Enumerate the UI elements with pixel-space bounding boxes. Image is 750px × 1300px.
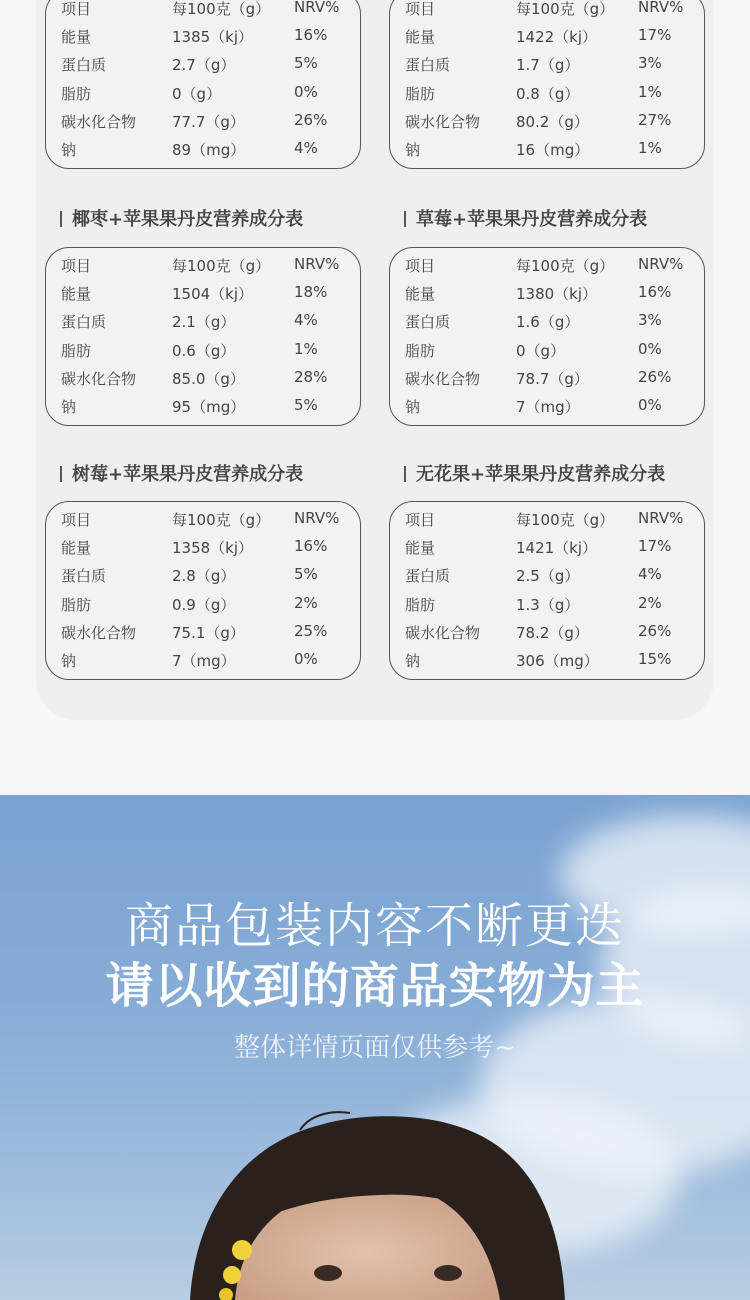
row-amount: 0.8（g） (516, 85, 580, 103)
section-title (60, 460, 303, 486)
row-label: 脂肪 (61, 85, 92, 103)
table-row (390, 647, 704, 675)
table-row (46, 619, 360, 647)
header-item: 项目 (61, 0, 92, 18)
header-nrv: NRV% (294, 255, 340, 273)
row-label: 脂肪 (61, 342, 92, 360)
row-label: 脂肪 (61, 596, 92, 614)
row-amount: 16（mg） (516, 141, 590, 159)
row-amount: 78.7（g） (516, 370, 589, 388)
section-title (404, 460, 665, 486)
row-label: 钠 (405, 141, 421, 159)
row-amount: 1421（kj） (516, 539, 598, 557)
row-nrv: 26% (294, 111, 328, 129)
row-amount: 89（mg） (172, 141, 246, 159)
table-row (46, 80, 360, 108)
row-label: 能量 (405, 539, 436, 557)
row-label: 钠 (405, 398, 421, 416)
row-nrv: 15% (638, 650, 672, 668)
row-amount: 77.7（g） (172, 113, 245, 131)
banner-line-1: 商品包装内容不断更迭 (124, 898, 625, 954)
row-amount: 2.1（g） (172, 313, 236, 331)
row-nrv: 16% (294, 26, 328, 44)
header-nrv: NRV% (294, 0, 340, 16)
nutrition-table-1 (45, 0, 361, 169)
row-nrv: 3% (638, 311, 662, 329)
row-amount: 1422（kj） (516, 28, 598, 46)
table-header-row (390, 252, 704, 280)
row-nrv: 17% (638, 26, 672, 44)
table-row (46, 337, 360, 365)
banner-line-2: 请以收到的商品实物为主 (105, 958, 645, 1014)
row-nrv: 0% (638, 340, 662, 358)
row-nrv: 16% (294, 537, 328, 555)
header-per100: 每100克（g） (516, 511, 615, 529)
row-nrv: 1% (294, 340, 318, 358)
table-row (46, 108, 360, 136)
table-row (390, 591, 704, 619)
row-label: 蛋白质 (405, 56, 451, 74)
row-amount: 85.0（g） (172, 370, 245, 388)
table-row (46, 308, 360, 336)
table-row (390, 136, 704, 164)
row-amount: 0.6（g） (172, 342, 236, 360)
row-nrv: 17% (638, 537, 672, 555)
table-row (390, 619, 704, 647)
row-label: 脂肪 (405, 85, 436, 103)
table-row (46, 591, 360, 619)
header-item: 项目 (61, 257, 92, 275)
section-title (404, 205, 647, 231)
table-row (390, 562, 704, 590)
row-label: 能量 (61, 285, 92, 303)
table-header-row (390, 0, 704, 23)
row-label: 钠 (61, 652, 77, 670)
section-title-text: 无花果+苹果果丹皮营养成分表 (416, 464, 666, 485)
row-amount: 306（mg） (516, 652, 599, 670)
table-row (390, 365, 704, 393)
table-row (46, 534, 360, 562)
table-row (46, 647, 360, 675)
row-nrv: 0% (294, 650, 318, 668)
row-label: 能量 (405, 285, 436, 303)
header-per100: 每100克（g） (172, 511, 271, 529)
row-label: 蛋白质 (61, 56, 107, 74)
header-item: 项目 (405, 511, 436, 529)
row-label: 能量 (61, 28, 92, 46)
row-nrv: 5% (294, 565, 318, 583)
table-row (46, 280, 360, 308)
section-title-text: 椰枣+苹果果丹皮营养成分表 (72, 209, 304, 230)
row-nrv: 4% (638, 565, 662, 583)
row-label: 能量 (405, 28, 436, 46)
row-amount: 1.7（g） (516, 56, 580, 74)
row-nrv: 26% (638, 622, 672, 640)
hero-banner (0, 795, 750, 1300)
table-row (46, 365, 360, 393)
header-nrv: NRV% (294, 509, 340, 527)
header-nrv: NRV% (638, 509, 684, 527)
table-row (46, 562, 360, 590)
row-amount: 2.7（g） (172, 56, 236, 74)
row-label: 碳水化合物 (405, 370, 481, 388)
nutrition-table-4 (389, 247, 705, 426)
row-label: 脂肪 (405, 342, 436, 360)
header-per100: 每100克（g） (516, 0, 615, 18)
header-per100: 每100克（g） (516, 257, 615, 275)
row-nrv: 27% (638, 111, 672, 129)
row-nrv: 0% (638, 396, 662, 414)
row-label: 钠 (61, 398, 77, 416)
section-title-text: 树莓+苹果果丹皮营养成分表 (72, 464, 304, 485)
table-header-row (46, 252, 360, 280)
row-amount: 2.8（g） (172, 567, 236, 585)
row-label: 钠 (61, 141, 77, 159)
table-row (390, 534, 704, 562)
row-label: 能量 (61, 539, 92, 557)
row-label: 碳水化合物 (61, 370, 137, 388)
row-amount: 7（mg） (516, 398, 580, 416)
row-label: 蛋白质 (405, 567, 451, 585)
row-amount: 2.5（g） (516, 567, 580, 585)
table-row (46, 51, 360, 79)
row-label: 碳水化合物 (405, 113, 481, 131)
header-item: 项目 (405, 0, 436, 18)
table-row (46, 393, 360, 421)
row-amount: 80.2（g） (516, 113, 589, 131)
title-bar-marker (404, 466, 406, 482)
title-bar-marker (60, 466, 62, 482)
header-item: 项目 (61, 511, 92, 529)
row-label: 蛋白质 (61, 567, 107, 585)
row-amount: 1504（kj） (172, 285, 254, 303)
row-nrv: 5% (294, 54, 318, 72)
row-amount: 1.3（g） (516, 596, 580, 614)
row-nrv: 0% (294, 83, 318, 101)
table-row (390, 80, 704, 108)
table-row (390, 308, 704, 336)
row-nrv: 3% (638, 54, 662, 72)
row-amount: 1380（kj） (516, 285, 598, 303)
header-per100: 每100克（g） (172, 0, 271, 18)
row-amount: 1358（kj） (172, 539, 254, 557)
row-nrv: 4% (294, 139, 318, 157)
banner-line-3: 整体详情页面仅供参考~ (234, 1033, 516, 1063)
header-item: 项目 (405, 257, 436, 275)
row-nrv: 16% (638, 283, 672, 301)
nutrition-table-3 (45, 247, 361, 426)
row-nrv: 4% (294, 311, 318, 329)
row-label: 钠 (405, 652, 421, 670)
table-row (390, 51, 704, 79)
row-amount: 7（mg） (172, 652, 236, 670)
row-amount: 0（g） (516, 342, 566, 360)
header-nrv: NRV% (638, 0, 684, 16)
row-nrv: 1% (638, 139, 662, 157)
row-amount: 1.6（g） (516, 313, 580, 331)
table-header-row (46, 506, 360, 534)
row-amount: 1385（kj） (172, 28, 254, 46)
row-nrv: 28% (294, 368, 328, 386)
row-nrv: 18% (294, 283, 328, 301)
row-label: 蛋白质 (61, 313, 107, 331)
row-amount: 0.9（g） (172, 596, 236, 614)
row-amount: 0（g） (172, 85, 222, 103)
row-label: 蛋白质 (405, 313, 451, 331)
header-nrv: NRV% (638, 255, 684, 273)
row-nrv: 26% (638, 368, 672, 386)
nutrition-table-6 (389, 501, 705, 680)
row-nrv: 2% (638, 594, 662, 612)
row-nrv: 5% (294, 396, 318, 414)
table-row (46, 136, 360, 164)
table-row (390, 280, 704, 308)
table-row (390, 23, 704, 51)
table-row (390, 393, 704, 421)
row-nrv: 2% (294, 594, 318, 612)
nutrition-table-5 (45, 501, 361, 680)
row-amount: 95（mg） (172, 398, 246, 416)
title-bar-marker (60, 211, 62, 227)
table-row (390, 337, 704, 365)
table-header-row (390, 506, 704, 534)
row-amount: 75.1（g） (172, 624, 245, 642)
title-bar-marker (404, 211, 406, 227)
table-row (46, 23, 360, 51)
row-nrv: 1% (638, 83, 662, 101)
row-amount: 78.2（g） (516, 624, 589, 642)
row-label: 碳水化合物 (61, 113, 137, 131)
section-title-text: 草莓+苹果果丹皮营养成分表 (416, 209, 648, 230)
header-per100: 每100克（g） (172, 257, 271, 275)
row-label: 碳水化合物 (405, 624, 481, 642)
nutrition-table-2 (389, 0, 705, 169)
table-row (390, 108, 704, 136)
row-nrv: 25% (294, 622, 328, 640)
row-label: 脂肪 (405, 596, 436, 614)
table-header-row (46, 0, 360, 23)
section-title (60, 205, 303, 231)
row-label: 碳水化合物 (61, 624, 137, 642)
